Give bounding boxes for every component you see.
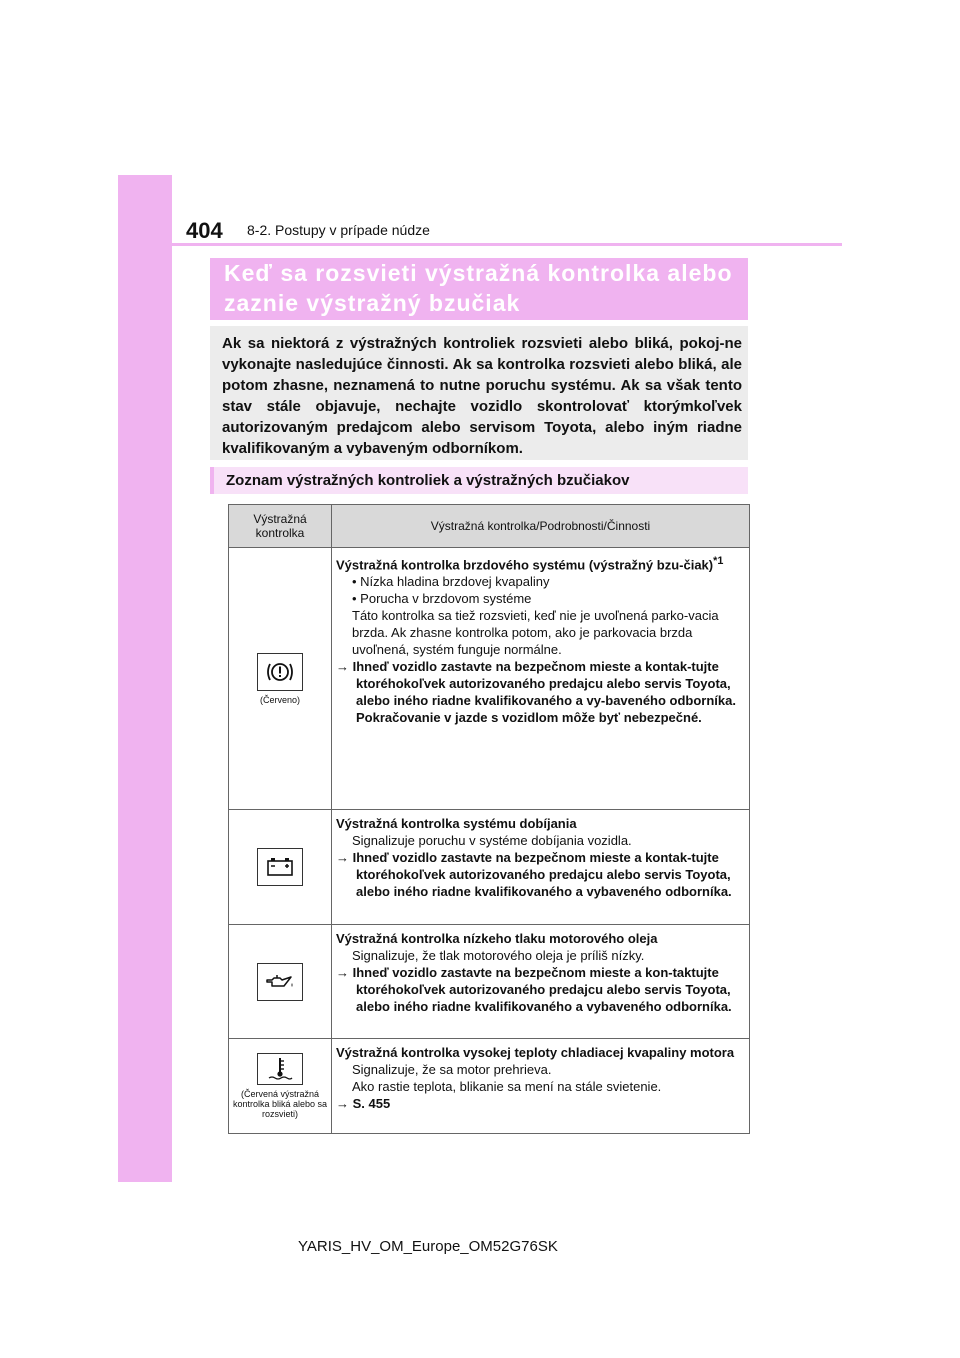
title-banner [210, 258, 748, 320]
row-title: Výstražná kontrolka nízkeho tlaku motorového oleja [336, 931, 658, 946]
footer-document-id: YARIS_HV_OM_Europe_OM52G76SK [298, 1238, 558, 1255]
bullet-item: Porucha v brzdovom systéme [360, 591, 532, 607]
bullet-item: Nízka hladina brzdovej kvapaliny [360, 574, 550, 590]
column-header-details: Výstražná kontrolka/Podrobnosti/Činnosti [332, 505, 750, 548]
icon-caption: (Červeno) [259, 694, 300, 705]
icon-cell [229, 810, 332, 925]
details-cell [332, 1039, 750, 1134]
details-cell [332, 810, 750, 925]
row-note: Táto kontrolka sa tiež rozsvieti, keď nie je uvoľnená parko-vacia brzda. Ak zhasne kontrolka potom, ako je parkovacia brzda uvoľnená, systém funguje normálne. [352, 608, 719, 658]
brake-warning-icon [257, 653, 303, 691]
subheading-bar [210, 467, 748, 494]
row-note: Signalizuje, že sa motor prehrieva. [352, 1062, 552, 1077]
subheading: Zoznam výstražných kontroliek a výstražných bzučiakov [226, 472, 630, 489]
icon-caption: (Červená výstražná kontrolka bliká alebo sa rozsvieti) [232, 1089, 328, 1119]
intro-text: Ak sa niektorá z výstražných kontroliek rozsvieti alebo bliká, pokoj-ne vykonajte nasledujúce činnosti. Ak sa kontrolka rozsvieti alebo bliká, ale potom zhasne, neznamená to nutne poruchu systému. Ak sa však tento stav stále objavuje, nechajte vozidlo skontrolovať ktorýmkoľvek autorizovaným predajcom alebo servisom Toyota, alebo iným riadne kvalifikovaným a vybaveným odborníkom. [222, 335, 742, 457]
arrow-icon: → [336, 659, 353, 675]
side-margin-bar [118, 175, 172, 1182]
title-line-2: zaznie výstražný bzučiak [224, 290, 521, 316]
table-row [229, 548, 750, 810]
arrow-icon: → [336, 965, 353, 980]
table-row [229, 1039, 750, 1134]
row-note: Ako rastie teplota, blikanie sa mení na stále svietenie. [352, 1079, 662, 1094]
details-cell: Výstražná kontrolka brzdového systému (výstražný bzu-čiak)$^{*1}$ • Nízka hladina brzdovej kvapaliny • Porucha v brzdovom systéme Táto kontrolka sa tiež rozsvieti, keď nie je uvoľnená parko-vacia brzda. Ak zhasne kontrolka potom, ako je parkovacia brzda uvoľnená, systém funguje normálne. → Ihneď vozidlo zastavte na bezpečnom mieste a kontak-tujte ktoréhokoľvek autorizovaného predajcu alebo servis Toyota, alebo iného riadne kvalifikovaného a vy-baveného odborníka. Pokračovanie v jazde s vozidlom môže byť nebezpečné. [332, 548, 750, 810]
page-reference: S. 455 [352, 1096, 391, 1111]
arrow-icon: → [336, 1096, 353, 1111]
battery-charge-icon [257, 848, 303, 886]
table-row [229, 925, 750, 1039]
table-header-row [229, 505, 750, 548]
details-cell [332, 925, 750, 1039]
row-note: Signalizuje poruchu v systéme dobíjania vozidla. [352, 833, 632, 848]
warning-table [228, 504, 750, 1134]
oil-pressure-icon [257, 963, 303, 1001]
icon-cell [229, 925, 332, 1039]
row-note: Signalizuje, že tlak motorového oleja je príliš nízky. [352, 948, 645, 963]
coolant-temperature-icon [257, 1053, 303, 1085]
page-number: 404 [186, 218, 223, 243]
row-title: Výstražná kontrolka brzdového systému (výstražný bzu-čiak) [336, 557, 714, 573]
intro-box [210, 326, 748, 460]
row-action: Ihneď vozidlo zastavte na bezpečnom mieste a kontak-tujte ktoréhokoľvek autorizovaného predajcu alebo servis Toyota, alebo iného riadne kvalifikovaného a vybaveného odborníka. [352, 850, 732, 899]
row-action: Ihneď vozidlo zastavte na bezpečnom mieste a kontak-tujte ktoréhokoľvek autorizovaného predajcu alebo servis Toyota, alebo iného riadne kvalifikovaného a vy-baveného odborníka. Pokračovanie v jazde s vozidlom môže byť nebezpečné. [352, 659, 736, 726]
row-title: Výstražná kontrolka systému dobíjania [336, 816, 577, 831]
arrow-icon: → [336, 850, 353, 865]
header-rule [172, 243, 842, 246]
table-row [229, 810, 750, 925]
section-title: 8-2. Postupy v prípade núdze [247, 222, 430, 238]
row-action: Ihneď vozidlo zastavte na bezpečnom mieste a kon-taktujte ktoréhokoľvek autorizovaného predajcu alebo servis Toyota, alebo iného riadne kvalifikovaného a vybaveného odborníka. [352, 965, 732, 1014]
column-header-indicator: Výstražná kontrolka [229, 505, 332, 548]
icon-cell [229, 548, 332, 810]
icon-cell [229, 1039, 332, 1134]
title-line-1: Keď sa rozsvieti výstražná kontrolka alebo [224, 260, 733, 286]
row-title: Výstražná kontrolka vysokej teploty chladiacej kvapaliny motora [336, 1045, 735, 1060]
footnote-mark: *1 [713, 555, 724, 567]
